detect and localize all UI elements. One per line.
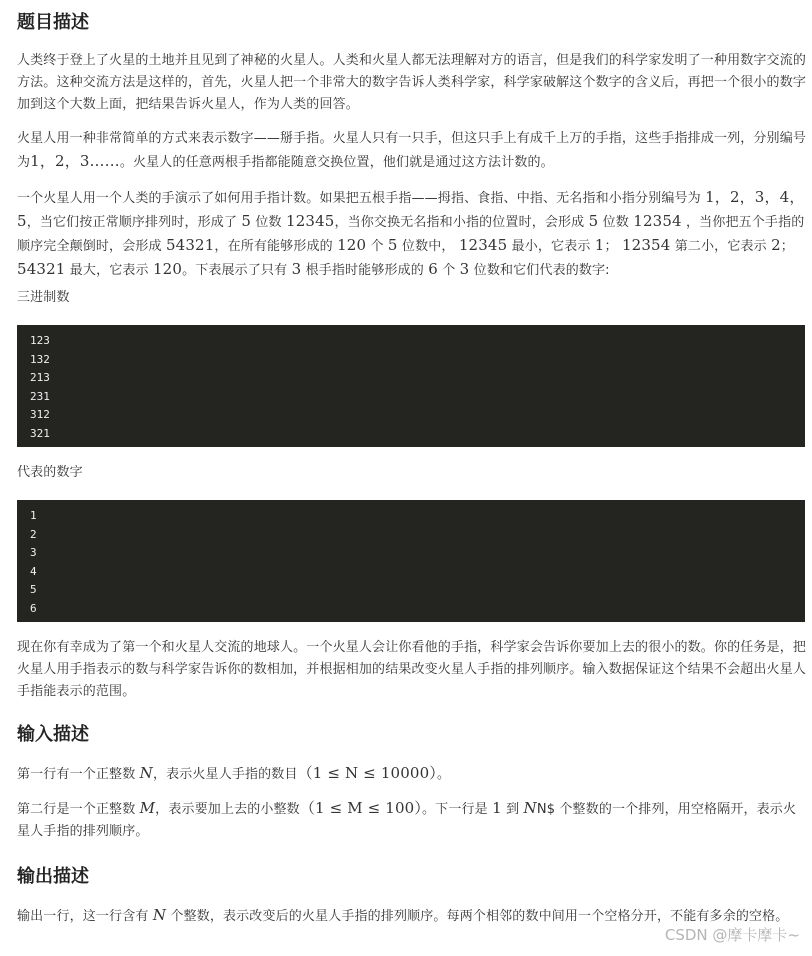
csdn-watermark: CSDN @摩卡摩卡~ [664,926,800,944]
code-line: 312 [30,408,50,421]
code-line: 4 [30,564,37,578]
code-line: 1 [30,509,37,522]
problem-paragraph-4: 现在你有幸成为了第一个和火星人交流的地球人。一个火星人会让你看他的手指，科学家会告诉你要加上去的很小的数。你的任务是，把火星人用手指表示的数与科学家告诉你的数相加，并根据相加的结果改变火星人手指的排列顺序。输入数据保证这个结果不会超出火星人手指能表示的范围。 [17,640,807,699]
code-line: 5 [30,583,37,596]
problem-paragraph-1: 人类终于登上了火星的土地并且见到了神秘的火星人。人类和火星人都无法理解对方的语言，但是我们的科学家发明了一种用数字交流的方法。这种交流方法是这样的，首先，火星人把一个非常大的数字告诉人类科学家，科学家破解这个数字的含义后，再把一个很小的数字加到这个大数上面，把结果告诉火星人，作为人类的回答。 [17,53,807,112]
code-line: 132 [30,352,50,366]
problem-paragraph-2: 火星人用一种非常简单的方式来表示数字——掰手指。火星人只有一只手，但这只手上有成千上万的手指，这些手指排成一列，分别编号为1，2，3……。火星人的任意两根手指都能随意交换位置，他们就是通过这方法计数的。 [17,131,807,170]
input-title: 输入描述 [17,724,89,745]
input-line-1: 第一行有一个正整数 N，表示火星人手指的数目（1 ≤ N ≤ 10000）。 [17,764,451,782]
represented-code-block [17,500,805,622]
code-line: 2 [30,527,37,541]
represented-label: 代表的数字 [17,465,83,480]
output-line-1: 输出一行，这一行含有 N 个整数，表示改变后的火星人手指的排列顺序。每两个相邻的数中间用一个空格分开，不能有多余的空格。 [17,906,789,924]
problem-title: 题目描述 [17,12,89,33]
input-line-2: 第二行是一个正整数 M，表示要加上去的小整数（1 ≤ M ≤ 100）。下一行是 1 到 NN$ 个整数的一个排列，用空格隔开，表示火星人手指的排列顺序。 [17,799,797,839]
ternary-code-block [17,325,805,447]
code-line: 321 [30,426,50,440]
code-line: 231 [30,389,50,403]
ternary-label: 三进制数 [17,290,70,305]
problem-paragraph-3: 一个火星人用一个人类的手演示了如何用手指计数。如果把五根手指——拇指、食指、中指、无名指和小指分别编号为 1，2，3，4，5，当它们按正常顺序排列时，形成了 5 位数 12345，当你交换无名指和小指的位置时，会形成 5 位数 12354 ，当你把五个手指的顺序完全颠倒时，会形成 54321，在所有能够形成的 120 个 5 位数中， 12345 最小，它表示 1； 12354 第二小，它表示 2； 54321 最大，它表示 120。下表展示了只有 3 根手指时能够形成的 6 个 3 位数和它们代表的数字: [17,188,805,278]
code-line: 123 [30,334,50,347]
output-title: 输出描述 [17,866,89,887]
code-line: 213 [30,371,50,384]
code-line: 3 [30,546,37,559]
code-line: 6 [30,601,37,615]
